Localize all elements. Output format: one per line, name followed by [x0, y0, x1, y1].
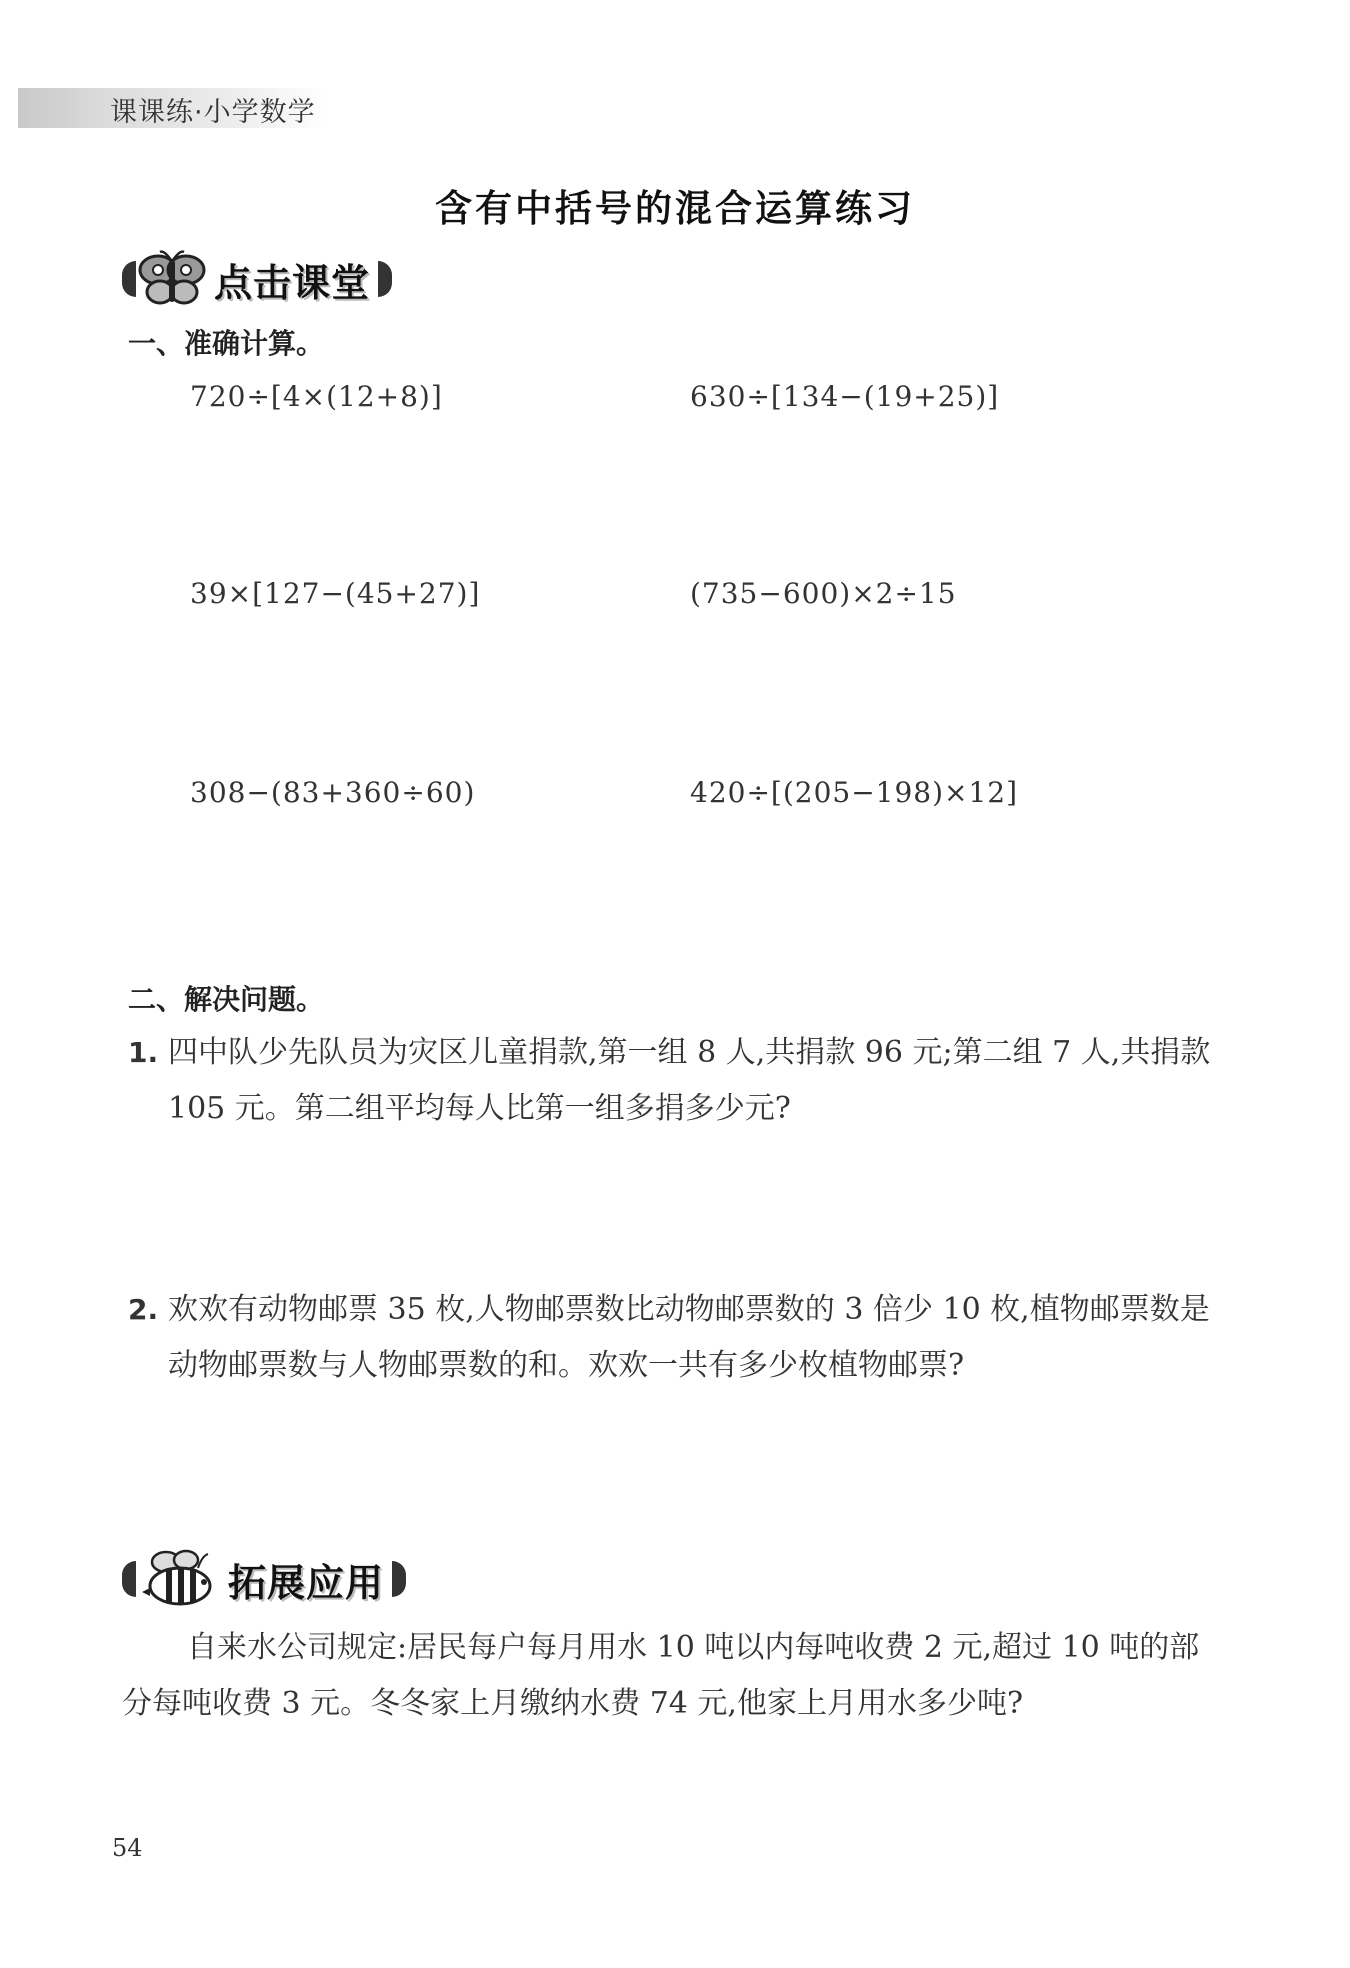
problem-2-text: 欢欢有动物邮票 35 枚,人物邮票数比动物邮票数的 3 倍少 10 枚,植物邮票数是动物邮票数与人物邮票数的和。欢欢一共有多少枚植物邮票? [168, 1292, 1210, 1383]
butterfly-icon [136, 248, 208, 310]
expression-6: 420÷[(205−198)×12] [690, 776, 1019, 809]
expression-4: (735−600)×2÷15 [690, 577, 957, 610]
extend-banner [122, 1548, 406, 1610]
problem-2 [128, 1282, 1218, 1394]
page-number: 54 [112, 1834, 143, 1862]
banner-cap-right [392, 1561, 406, 1597]
bee-icon [136, 1548, 222, 1610]
class-banner-label: 点击课堂 [214, 260, 371, 305]
problem-1 [128, 1025, 1218, 1137]
expression-2: 630÷[134−(19+25)] [690, 380, 1000, 413]
class-banner [122, 248, 392, 310]
book-title: 课课练·小学数学 [110, 97, 316, 128]
expression-3: 39×[127−(45+27)] [190, 577, 481, 610]
problem-1-text: 四中队少先队员为灾区儿童捐款,第一组 8 人,共捐款 96 元;第二组 7 人,共捐款 105 元。第二组平均每人比第一组多捐多少元? [168, 1035, 1211, 1126]
page-title: 含有中括号的混合运算练习 [435, 187, 915, 230]
banner-cap-left [122, 1561, 136, 1597]
extend-problem: 自来水公司规定:居民每户每月用水 10 吨以内每吨收费 2 元,超过 10 吨的部分每吨收费 3 元。冬冬家上月缴纳水费 74 元,他家上月用水多少吨? [122, 1630, 1200, 1721]
expression-5: 308−(83+360÷60) [190, 776, 476, 809]
expression-1: 720÷[4×(12+8)] [190, 380, 443, 413]
problem-2-number: 2. [128, 1293, 159, 1326]
banner-cap-left [122, 261, 136, 297]
banner-cap-right [378, 261, 392, 297]
extend-banner-label: 拓展应用 [228, 1560, 385, 1605]
section1-heading: 一、准确计算。 [128, 327, 325, 360]
problem-1-number: 1. [128, 1036, 159, 1069]
section2-heading: 二、解决问题。 [128, 983, 325, 1016]
